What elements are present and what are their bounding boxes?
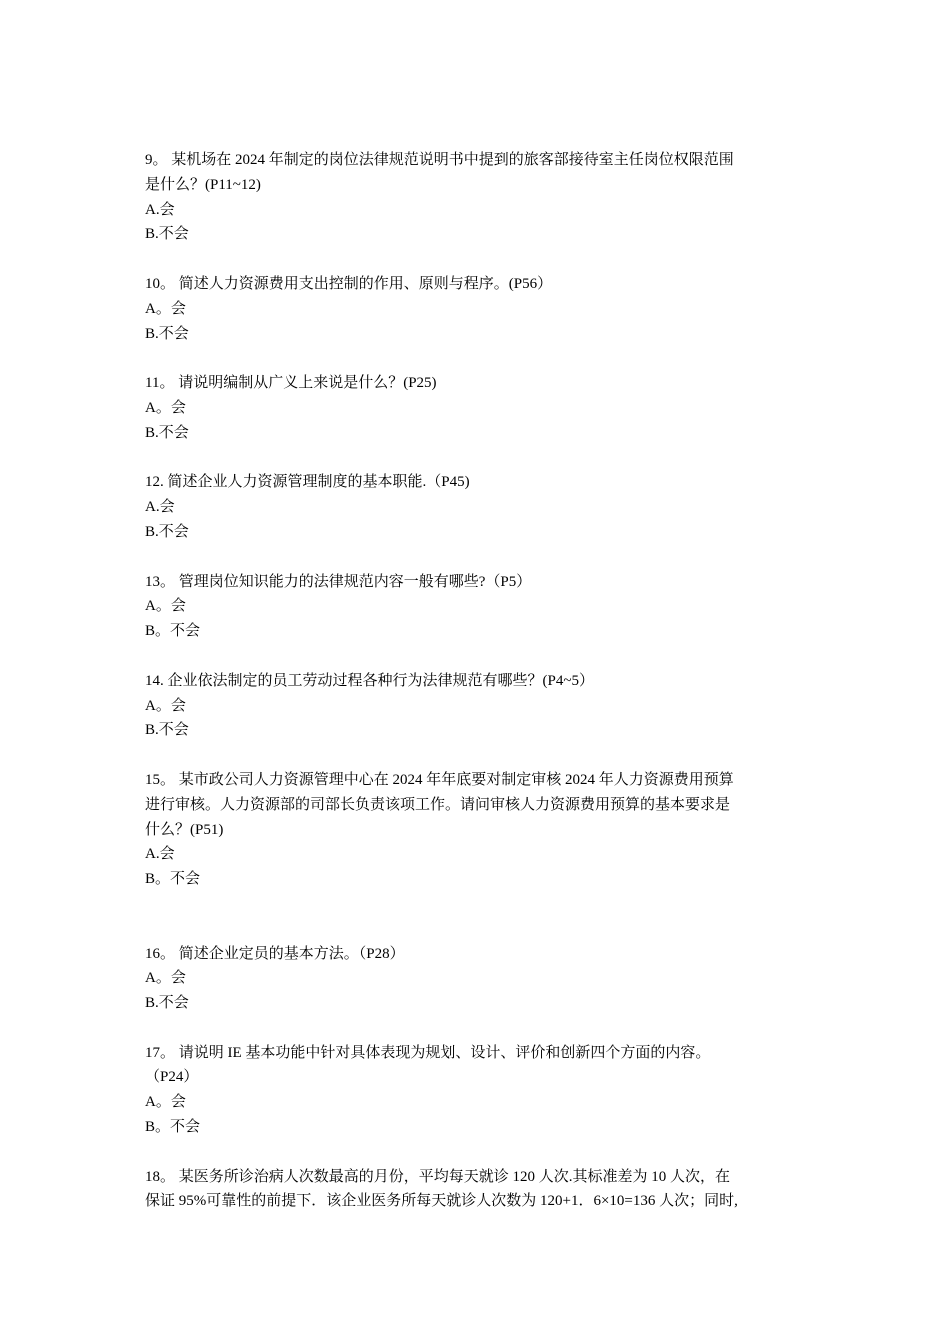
question-text: 进行审核。人力资源部的司部长负责该项工作。请问审核人力资源费用预算的基本要求是 — [145, 796, 731, 813]
question-text: 12. 简述企业人力资源管理制度的基本职能.（P45) — [145, 474, 470, 491]
question-9 — [145, 148, 810, 247]
option-b: B.不会 — [145, 995, 189, 1012]
option-b: B.不会 — [145, 226, 189, 243]
blank-line — [145, 892, 810, 942]
blank-line — [145, 247, 810, 272]
option-a: A.会 — [145, 201, 175, 218]
question-text: 是什么？(P11~12) — [145, 176, 261, 193]
option-b: B.不会 — [145, 325, 189, 342]
blank-line — [145, 446, 810, 471]
blank-line — [145, 1016, 810, 1041]
option-a: A。会 — [145, 970, 186, 987]
question-text: （P24） — [145, 1069, 199, 1086]
question-text: 13。 管理岗位知识能力的法律规范内容一般有哪些?（P5） — [145, 573, 532, 590]
option-a: A。会 — [145, 399, 186, 416]
question-text: 18。 某医务所诊治病人次数最高的月份，平均每天就诊 120 人次.其标准差为 10 人次，在 — [145, 1168, 731, 1185]
blank-line — [145, 545, 810, 570]
option-a: A。会 — [145, 598, 186, 615]
option-b: B.不会 — [145, 424, 189, 441]
question-13 — [145, 570, 810, 644]
option-b: B.不会 — [145, 523, 189, 540]
option-b: B。不会 — [145, 623, 201, 640]
option-a: A。会 — [145, 1094, 186, 1111]
blank-line — [145, 743, 810, 768]
option-a: A。会 — [145, 300, 186, 317]
option-b: B。不会 — [145, 1119, 201, 1136]
question-text: 14. 企业依法制定的员工劳动过程各种行为法律规范有哪些？(P4~5） — [145, 672, 594, 689]
option-b: B.不会 — [145, 722, 189, 739]
question-16 — [145, 942, 810, 1016]
option-a: A。会 — [145, 697, 186, 714]
option-b: B。不会 — [145, 871, 201, 888]
question-text: 15。 某市政公司人力资源管理中心在 2024 年年底要对制定审核 2024 年人力资源费用预算 — [145, 771, 734, 788]
question-15 — [145, 768, 810, 892]
question-text: 17。 请说明 IE 基本功能中针对具体表现为规划、设计、评价和创新四个方面的内容。 — [145, 1044, 711, 1061]
question-11 — [145, 371, 810, 445]
document-page — [145, 148, 810, 1214]
blank-line — [145, 346, 810, 371]
question-10 — [145, 272, 810, 346]
question-text: 10。 简述人力资源费用支出控制的作用、原则与程序。(P56） — [145, 275, 553, 292]
question-12 — [145, 470, 810, 544]
question-text: 9。 某机场在 2024 年制定的岗位法律规范说明书中提到的旅客部接待室主任岗位权限范围 — [145, 152, 734, 168]
question-18 — [145, 1165, 810, 1215]
blank-line — [145, 1140, 810, 1165]
option-a: A.会 — [145, 846, 175, 863]
question-text: 什么？(P51) — [145, 821, 224, 838]
question-14 — [145, 669, 810, 743]
question-text: 16。 简述企业定员的基本方法。（P28） — [145, 945, 405, 962]
question-text: 11。 请说明编制从广义上来说是什么？(P25) — [145, 375, 437, 392]
question-text: 保证 95%可靠性的前提下．该企业医务所每天就诊人次数为 120+1．6×10=136 人次；同时, — [145, 1193, 738, 1210]
option-a: A.会 — [145, 499, 175, 516]
question-17 — [145, 1041, 810, 1140]
blank-line — [145, 644, 810, 669]
